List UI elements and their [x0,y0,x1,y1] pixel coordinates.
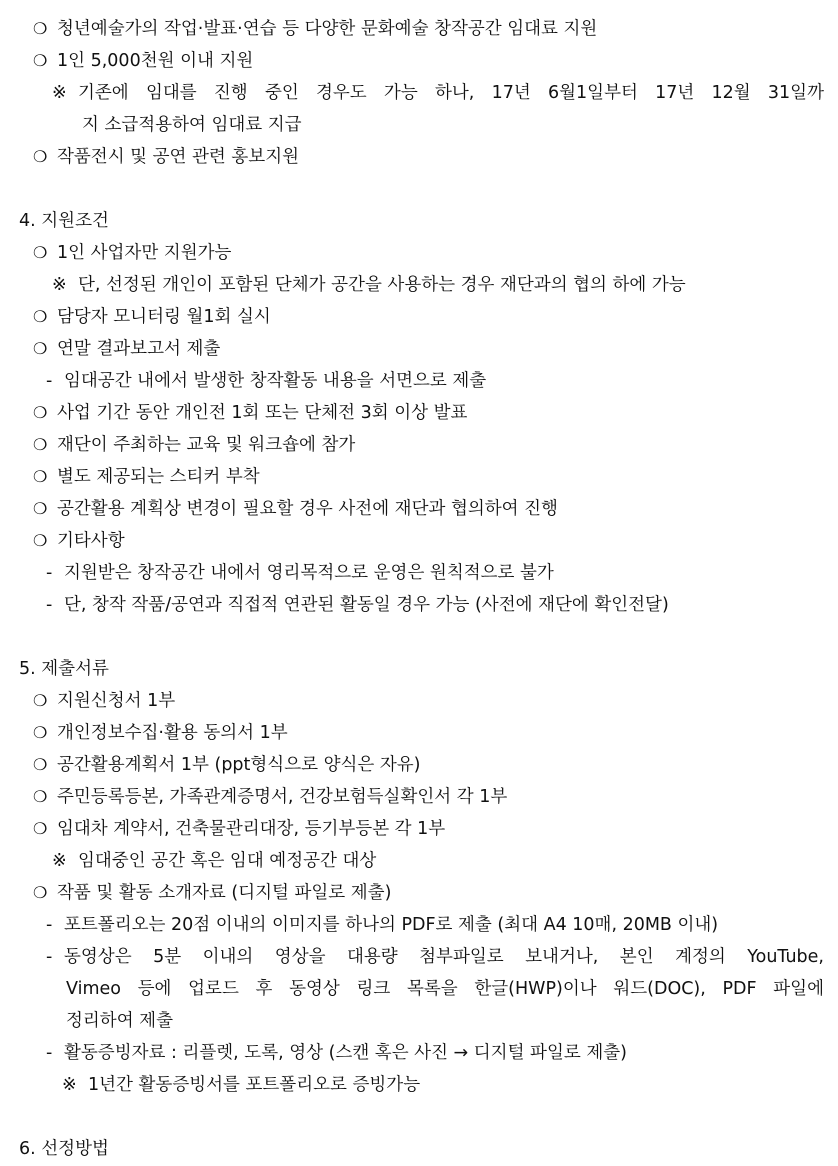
circle-bullet-icon: ❍ [33,755,48,774]
bullet-item [0,813,838,845]
circle-bullet-icon: ❍ [33,691,48,710]
note-text: 단, 선정된 개인이 포함된 단체가 공간을 사용하는 경우 재단과의 협의 하에 가능 [78,275,686,295]
circle-bullet-icon: ❍ [33,147,48,166]
dash-item [0,1037,838,1069]
dash-icon: - [46,563,53,583]
note-item [0,1069,838,1101]
bullet-text: 주민등록등본, 가족관계증명서, 건강보험득실확인서 각 1부 [57,787,508,807]
dash-text: 단, 창작 작품/공연과 직접적 연관된 활동일 경우 가능 (사전에 재단에 확인전달) [64,595,669,615]
dash-text: 활동증빙자료 : 리플렛, 도록, 영상 (스캔 혹은 사진 → 디지털 파일로 제출) [64,1043,627,1063]
circle-bullet-icon: ❍ [33,403,48,422]
bullet-item [0,525,838,557]
bullet-item [0,237,838,269]
bullet-item [0,749,838,781]
dash-item [0,941,838,973]
section-heading: 5. 제출서류 [19,659,109,679]
dash-icon: - [46,1043,53,1063]
bullet-text: 별도 제공되는 스티커 부착 [57,467,260,487]
dash-item [0,365,838,397]
bullet-item [0,685,838,717]
dash-item [0,909,838,941]
bullet-text: 담당자 모니터링 월1회 실시 [57,307,271,327]
circle-bullet-icon: ❍ [33,787,48,806]
bullet-item [0,717,838,749]
circle-bullet-icon: ❍ [33,883,48,902]
bullet-item [0,333,838,365]
dash-icon: - [46,371,53,391]
bullet-item [0,877,838,909]
circle-bullet-icon: ❍ [33,819,48,838]
note-text: 지 소급적용하여 임대료 지급 [82,115,302,135]
bullet-item [0,301,838,333]
reference-mark-icon: ※ [52,83,67,103]
note-item [0,77,838,109]
circle-bullet-icon: ❍ [33,307,48,326]
circle-bullet-icon: ❍ [33,51,48,70]
dash-text: 정리하여 제출 [66,1011,173,1031]
note-text: 1년간 활동증빙서를 포트폴리오로 증빙가능 [88,1075,421,1095]
dash-continuation [0,973,838,1005]
bullet-text: 지원신청서 1부 [57,691,176,711]
circle-bullet-icon: ❍ [33,243,48,262]
bullet-text: 공간활용계획서 1부 (ppt형식으로 양식은 자유) [57,755,421,775]
bullet-text: 1인 5,000천원 이내 지원 [57,51,254,71]
bullet-text: 1인 사업자만 지원가능 [57,243,232,263]
bullet-item [0,397,838,429]
dash-continuation [0,1005,838,1037]
spacer [0,173,838,205]
bullet-text: 재단이 주최하는 교육 및 워크숍에 참가 [57,435,356,455]
dash-item [0,589,838,621]
reference-mark-icon: ※ [52,851,67,871]
dash-icon: - [46,595,53,615]
bullet-text: 개인정보수집·활용 동의서 1부 [57,723,288,743]
note-text: 임대중인 공간 혹은 임대 예정공간 대상 [78,851,377,871]
note-item [0,845,838,877]
note-text: 기존에 임대를 진행 중인 경우도 가능 하나, 17년 6월1일부터 17년 12월 31일까 [78,83,824,103]
note-item [0,269,838,301]
circle-bullet-icon: ❍ [33,531,48,550]
section-heading: 4. 지원조건 [19,211,109,231]
bullet-item [0,781,838,813]
circle-bullet-icon: ❍ [33,339,48,358]
bullet-text: 기타사항 [57,531,125,551]
dash-text: 포트폴리오는 20점 이내의 이미지를 하나의 PDF로 제출 (최대 A4 10매, 20MB 이내) [64,915,719,935]
bullet-text: 청년예술가의 작업·발표·연습 등 다양한 문화예술 창작공간 임대료 지원 [57,19,598,39]
bullet-text: 공간활용 계획상 변경이 필요할 경우 사전에 재단과 협의하여 진행 [57,499,558,519]
bullet-item [0,461,838,493]
dash-item [0,557,838,589]
bullet-item [0,45,838,77]
section-heading: 6. 선정방법 [19,1139,109,1159]
bullet-item [0,141,838,173]
dash-text: 지원받은 창작공간 내에서 영리목적으로 운영은 원칙적으로 불가 [64,563,554,583]
bullet-text: 작품 및 활동 소개자료 (디지털 파일로 제출) [57,883,392,903]
bullet-item [0,13,838,45]
dash-icon: - [46,947,53,967]
dash-icon: - [46,915,53,935]
dash-text: 임대공간 내에서 발생한 창작활동 내용을 서면으로 제출 [64,371,487,391]
dash-text: 동영상은 5분 이내의 영상을 대용량 첨부파일로 보내거나, 본인 계정의 YouTube, [64,947,824,967]
bullet-text: 작품전시 및 공연 관련 홍보지원 [57,147,300,167]
bullet-item [0,429,838,461]
circle-bullet-icon: ❍ [33,499,48,518]
note-continuation [0,109,838,141]
spacer [0,1101,838,1133]
circle-bullet-icon: ❍ [33,435,48,454]
bullet-text: 사업 기간 동안 개인전 1회 또는 단체전 3회 이상 발표 [57,403,468,423]
circle-bullet-icon: ❍ [33,723,48,742]
bullet-text: 연말 결과보고서 제출 [57,339,221,359]
circle-bullet-icon: ❍ [33,19,48,38]
reference-mark-icon: ※ [62,1075,77,1095]
circle-bullet-icon: ❍ [33,467,48,486]
reference-mark-icon: ※ [52,275,67,295]
dash-text: Vimeo 등에 업로드 후 동영상 링크 목록을 한글(HWP)이나 워드(DOC), PDF 파일에 [66,979,824,999]
spacer [0,621,838,653]
bullet-item [0,493,838,525]
bullet-text: 임대차 계약서, 건축물관리대장, 등기부등본 각 1부 [57,819,446,839]
